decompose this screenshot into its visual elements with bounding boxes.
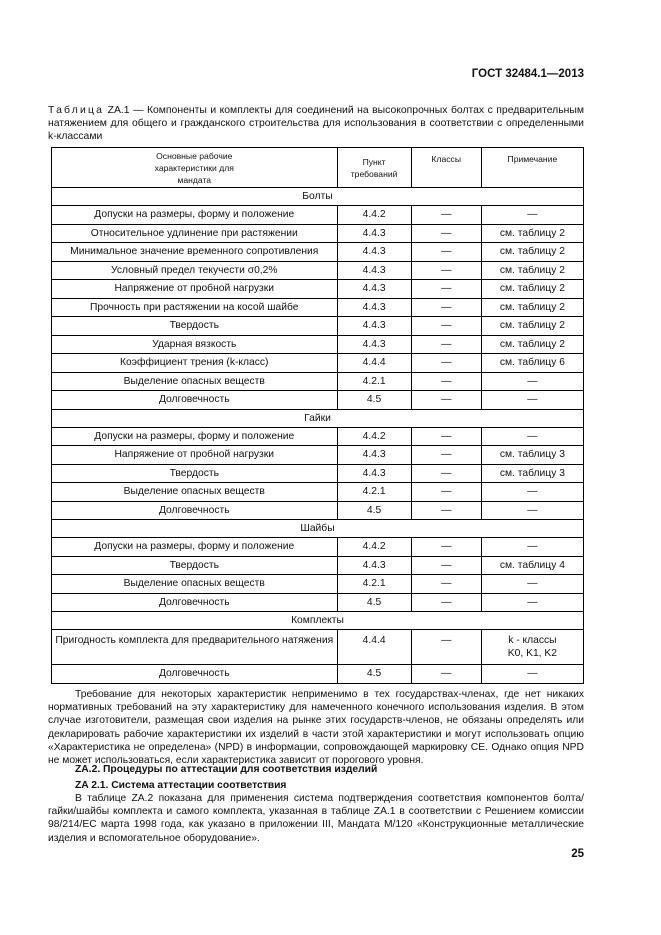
table-header-row (52, 148, 584, 188)
cell-clause: 4.4.4 (337, 354, 411, 373)
cell-note: — (481, 483, 583, 502)
table-row (52, 665, 584, 684)
cell-note: см. таблицу 3 (481, 446, 583, 465)
cell-class: — (411, 538, 481, 557)
cell-clause: 4.4.3 (337, 298, 411, 317)
section-title: Болты (52, 188, 584, 206)
cell-class: — (411, 464, 481, 483)
cell-characteristic: Твердость (52, 317, 338, 336)
cell-clause: 4.5 (337, 391, 411, 410)
header-classes: Классы (411, 148, 481, 188)
cell-clause: 4.4.3 (337, 317, 411, 336)
cell-note: см. таблицу 2 (481, 243, 583, 262)
table-row (52, 446, 584, 465)
table-row (52, 243, 584, 262)
table-row (52, 391, 584, 410)
cell-class: — (411, 224, 481, 243)
cell-clause: 4.5 (337, 501, 411, 520)
paragraph-npd: Требование для некоторых характеристик неприменимо в тех государствах-членах, где нет никаких нормативных требований на эту характеристику для намеченного конечного использования изделия. В этом случае изготовители, размещая свои изделия на рынке этих государств-членов, не обязаны определять или декларировать рабочие характеристики их изделий в части этой характеристики и могут использовать опцию «Характеристика не определена» (NPD) в информации, сопровождающей маркировку СЕ. Однако опция NPD не может использоваться, если характеристика зависит от порогового уровня. (48, 689, 584, 767)
table-row (52, 556, 584, 575)
heading-za2-1: ZA 2.1. Система аттестации соответствия (75, 780, 287, 791)
header-clause: Пункт требований (337, 148, 411, 188)
cell-note: — (481, 501, 583, 520)
table-row (52, 538, 584, 557)
cell-characteristic: Условный предел текучести σ0,2% (52, 261, 338, 280)
cell-clause: 4.2.1 (337, 372, 411, 391)
cell-clause: 4.4.3 (337, 335, 411, 354)
cell-clause: 4.5 (337, 593, 411, 612)
caption-text: ZA.1 — Компоненты и комплекты для соединений на высокопрочных болтах с предварительным натяжением для общего и гражданского строительства для использования в соответствии с определенными k-классами (48, 105, 584, 142)
section-row (52, 612, 584, 630)
cell-class: — (411, 298, 481, 317)
cell-class: — (411, 501, 481, 520)
cell-clause: 4.4.2 (337, 427, 411, 446)
requirements-table (51, 147, 584, 684)
cell-note: — (481, 575, 583, 594)
cell-class: — (411, 280, 481, 299)
caption-label: Таблица (48, 105, 105, 116)
cell-note: — (481, 372, 583, 391)
table-row (52, 317, 584, 336)
section-title: Комплекты (52, 612, 584, 630)
cell-note: см. таблицу 2 (481, 335, 583, 354)
cell-clause: 4.4.3 (337, 464, 411, 483)
cell-note: см. таблицу 6 (481, 354, 583, 373)
cell-characteristic: Ударная вязкость (52, 335, 338, 354)
cell-note: — (481, 391, 583, 410)
heading-za2: ZA.2. Процедуры по аттестации для соответствия изделий (75, 764, 378, 775)
cell-note: см. таблицу 2 (481, 280, 583, 299)
cell-note: см. таблицу 3 (481, 464, 583, 483)
table-row (52, 501, 584, 520)
table-caption (48, 104, 584, 143)
section-row (52, 188, 584, 206)
table-row (52, 206, 584, 225)
document-code: ГОСТ 32484.1—2013 (471, 68, 584, 80)
cell-class: — (411, 391, 481, 410)
cell-characteristic: Напряжение от пробной нагрузки (52, 446, 338, 465)
table-row (52, 464, 584, 483)
header-note: Примечание (481, 148, 583, 188)
cell-note: см. таблицу 2 (481, 261, 583, 280)
cell-characteristic: Долговечность (52, 391, 338, 410)
table-row (52, 224, 584, 243)
cell-clause: 4.2.1 (337, 483, 411, 502)
section-title: Гайки (52, 409, 584, 427)
cell-class: — (411, 206, 481, 225)
cell-characteristic: Долговечность (52, 501, 338, 520)
cell-note: см. таблицу 4 (481, 556, 583, 575)
cell-note: — (481, 538, 583, 557)
table-row (52, 427, 584, 446)
cell-class: — (411, 243, 481, 262)
table-row (52, 298, 584, 317)
cell-class: — (411, 354, 481, 373)
cell-characteristic: Допуски на размеры, форму и положение (52, 538, 338, 557)
cell-note: см. таблицу 2 (481, 317, 583, 336)
cell-clause: 4.2.1 (337, 575, 411, 594)
cell-clause: 4.4.3 (337, 224, 411, 243)
cell-clause: 4.4.2 (337, 206, 411, 225)
cell-clause: 4.4.3 (337, 261, 411, 280)
header-characteristics: Основные рабочие характеристики для мандата (52, 148, 338, 188)
cell-class: — (411, 335, 481, 354)
cell-class: — (411, 261, 481, 280)
cell-class: — (411, 575, 481, 594)
cell-class: — (411, 317, 481, 336)
paragraph-attestation: В таблице ZA.2 показана для применения система подтверждения соответствия компонентов болта/гайки/шайбы комплекта и самого комплекта, указанная в таблице ZA.1 в соответствии с Решением комиссии 98/214/ЕС марта 1998 года, как указано в приложении III, Мандата М/120 «Конструкционные металлические изделия и вспомогательное оборудование». (48, 793, 584, 844)
cell-note: — (481, 593, 583, 612)
cell-class: — (411, 446, 481, 465)
cell-characteristic: Долговечность (52, 593, 338, 612)
cell-characteristic: Допуски на размеры, форму и положение (52, 427, 338, 446)
cell-class: — (411, 630, 481, 665)
cell-characteristic: Выделение опасных веществ (52, 372, 338, 391)
table-row (52, 630, 584, 665)
cell-clause: 4.5 (337, 665, 411, 684)
cell-class: — (411, 665, 481, 684)
table-row (52, 372, 584, 391)
cell-characteristic: Твердость (52, 556, 338, 575)
cell-class: — (411, 593, 481, 612)
page-number: 25 (571, 848, 584, 860)
cell-clause: 4.4.3 (337, 556, 411, 575)
cell-characteristic: Пригодность комплекта для предварительного натяжения (52, 630, 338, 665)
cell-characteristic: Выделение опасных веществ (52, 483, 338, 502)
table-row (52, 335, 584, 354)
cell-note: — (481, 665, 583, 684)
cell-note: — (481, 206, 583, 225)
cell-characteristic: Относительное удлинение при растяжении (52, 224, 338, 243)
table-row (52, 593, 584, 612)
cell-note: см. таблицу 2 (481, 224, 583, 243)
cell-characteristic: Допуски на размеры, форму и положение (52, 206, 338, 225)
cell-class: — (411, 427, 481, 446)
cell-characteristic: Долговечность (52, 665, 338, 684)
cell-class: — (411, 483, 481, 502)
cell-characteristic: Напряжение от пробной нагрузки (52, 280, 338, 299)
cell-clause: 4.4.2 (337, 538, 411, 557)
table-row (52, 575, 584, 594)
cell-characteristic: Коэффициент трения (k-класс) (52, 354, 338, 373)
section-row (52, 520, 584, 538)
cell-clause: 4.4.3 (337, 243, 411, 262)
table-row (52, 483, 584, 502)
cell-note: k - классы K0, K1, K2 (481, 630, 583, 665)
table-body (52, 188, 584, 684)
cell-note: — (481, 427, 583, 446)
cell-characteristic: Минимальное значение временного сопротивления (52, 243, 338, 262)
cell-clause: 4.4.3 (337, 446, 411, 465)
cell-characteristic: Выделение опасных веществ (52, 575, 338, 594)
table-row (52, 280, 584, 299)
cell-characteristic: Твердость (52, 464, 338, 483)
section-title: Шайбы (52, 520, 584, 538)
table-row (52, 354, 584, 373)
cell-note: см. таблицу 2 (481, 298, 583, 317)
cell-class: — (411, 372, 481, 391)
cell-characteristic: Прочность при растяжении на косой шайбе (52, 298, 338, 317)
cell-clause: 4.4.3 (337, 280, 411, 299)
section-row (52, 409, 584, 427)
cell-class: — (411, 556, 481, 575)
cell-clause: 4.4.4 (337, 630, 411, 665)
table-row (52, 261, 584, 280)
